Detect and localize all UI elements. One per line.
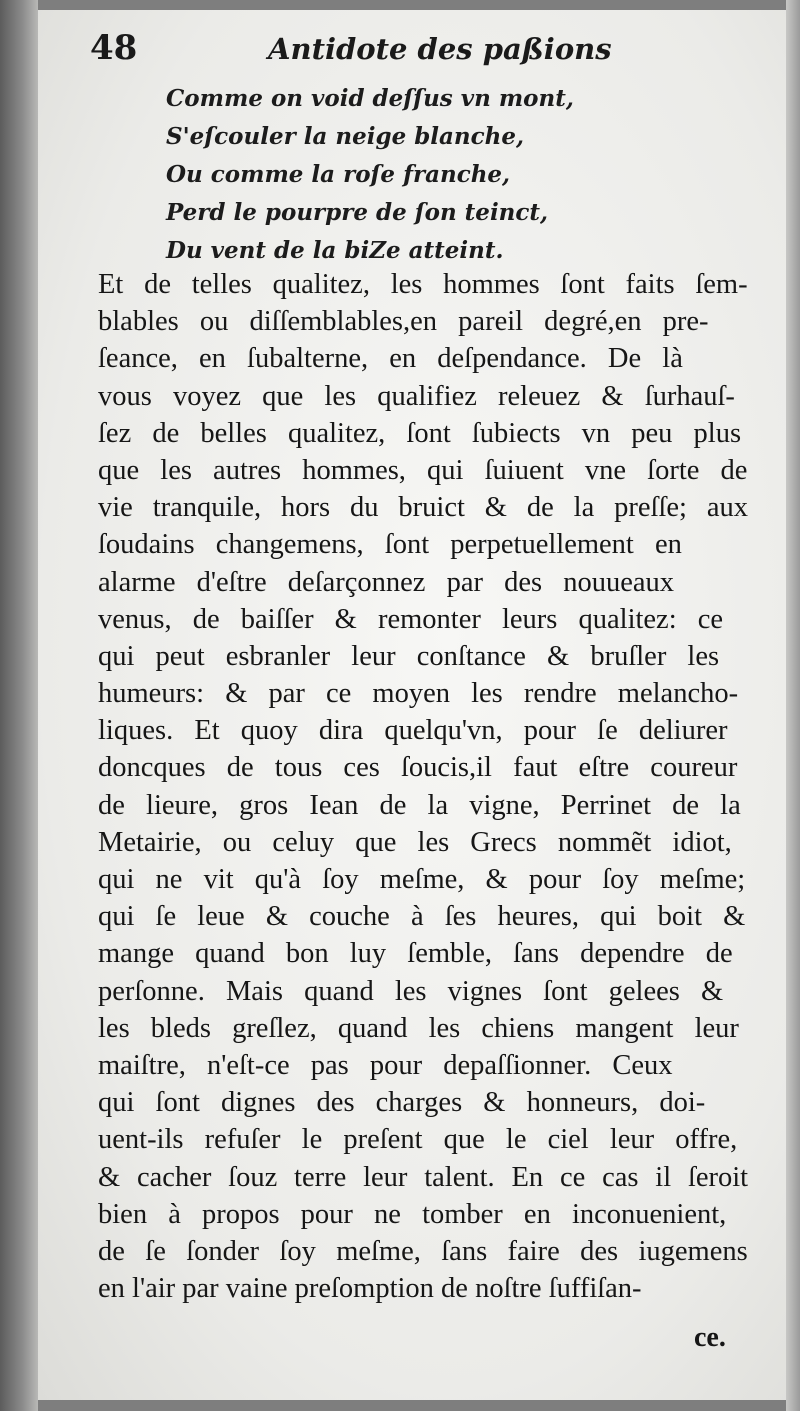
page-number: 48 (90, 28, 138, 68)
prose-line: liques. Et quoy dira quelqu'vn, pour ſe deliurer (98, 715, 728, 747)
catchword: ce. (694, 1322, 726, 1353)
prose-line: venus, de baiſſer & remonter leurs qualitez: ce (98, 603, 724, 635)
prose-line: & cacher ſouz terre leur talent. En ce cas il ſeroit (98, 1161, 749, 1193)
prose-line: mange quand bon luy ſemble, ſans dependre de (98, 938, 733, 970)
verse-line: Perd le pourpre de ſon teinct, (166, 199, 549, 226)
prose-line: ſez de belles qualitez, ſont ſubiects vn peu plus (98, 417, 742, 449)
verse-line: S'eſcouler la neige blanche, (166, 123, 525, 150)
prose-line: vous voyez que les qualifiez releuez & ſurhauſ- (98, 380, 735, 412)
page-right-edge (786, 0, 800, 1411)
verse-line: Ou comme la roſe franche, (166, 161, 511, 188)
page-header (90, 28, 710, 78)
prose-line: de lieure, gros Iean de la vigne, Perrinet de la (98, 789, 741, 821)
prose-line: doncques de tous ces ſoucis,il faut eſtre coureur (98, 752, 738, 784)
running-title: Antidote des paßions (268, 32, 612, 66)
prose-line: qui ne vit qu'à ſoy meſme, & pour ſoy meſme; (98, 864, 746, 895)
prose-line: Metairie, ou celuy que les Grecs nommẽt idiot, (98, 826, 732, 858)
prose-line: maiſtre, n'eſt-ce pas pour depaſſionner. Ceux (98, 1049, 673, 1081)
prose-line: les bleds greſlez, quand les chiens mangent leur (98, 1012, 739, 1044)
verse-quotation (166, 80, 574, 270)
prose-line: alarme d'eſtre deſarçonnez par des nouueaux (98, 566, 675, 598)
prose-line: perſonne. Mais quand les vignes ſont gelees & (98, 975, 724, 1007)
prose-line: vie tranquile, hors du bruict & de la preſſe; aux (98, 492, 749, 524)
prose-line: Et de telles qualitez, les hommes ſont faits ſem- (98, 269, 748, 300)
prose-line: bien à propos pour ne tomber en inconuenient, (98, 1198, 727, 1230)
prose-line: qui ſont dignes des charges & honneurs, doi- (98, 1087, 706, 1119)
book-gutter-shadow (0, 0, 38, 1411)
prose-line: uent-ils refuſer le preſent que le ciel leur offre, (98, 1124, 738, 1156)
prose-line: que les autres hommes, qui ſuiuent vne ſorte de (98, 454, 748, 486)
verse-line: Comme on void deſſus vn mont, (166, 85, 574, 112)
prose-line: blables ou diſſemblables,en pareil degré,en pre- (98, 306, 709, 338)
prose-line: en l'air par vaine preſomption de noſtre ſuffiſan- (98, 1273, 642, 1305)
prose-line: ſoudains changemens, ſont perpetuellement en (98, 529, 682, 561)
prose-line: ſeance, en ſubalterne, en deſpendance. De là (98, 343, 683, 375)
prose-line: humeurs: & par ce moyen les rendre melancho- (98, 678, 739, 710)
prose-line: qui peut esbranler leur conſtance & bruſler les (98, 640, 720, 672)
prose-line: qui ſe leue & couche à ſes heures, qui boit & (98, 901, 746, 933)
prose-body (98, 266, 748, 1307)
verse-line: Du vent de la biZe atteint. (166, 237, 504, 264)
prose-line: de ſe ſonder ſoy meſme, ſans faire des iugemens (98, 1235, 748, 1267)
